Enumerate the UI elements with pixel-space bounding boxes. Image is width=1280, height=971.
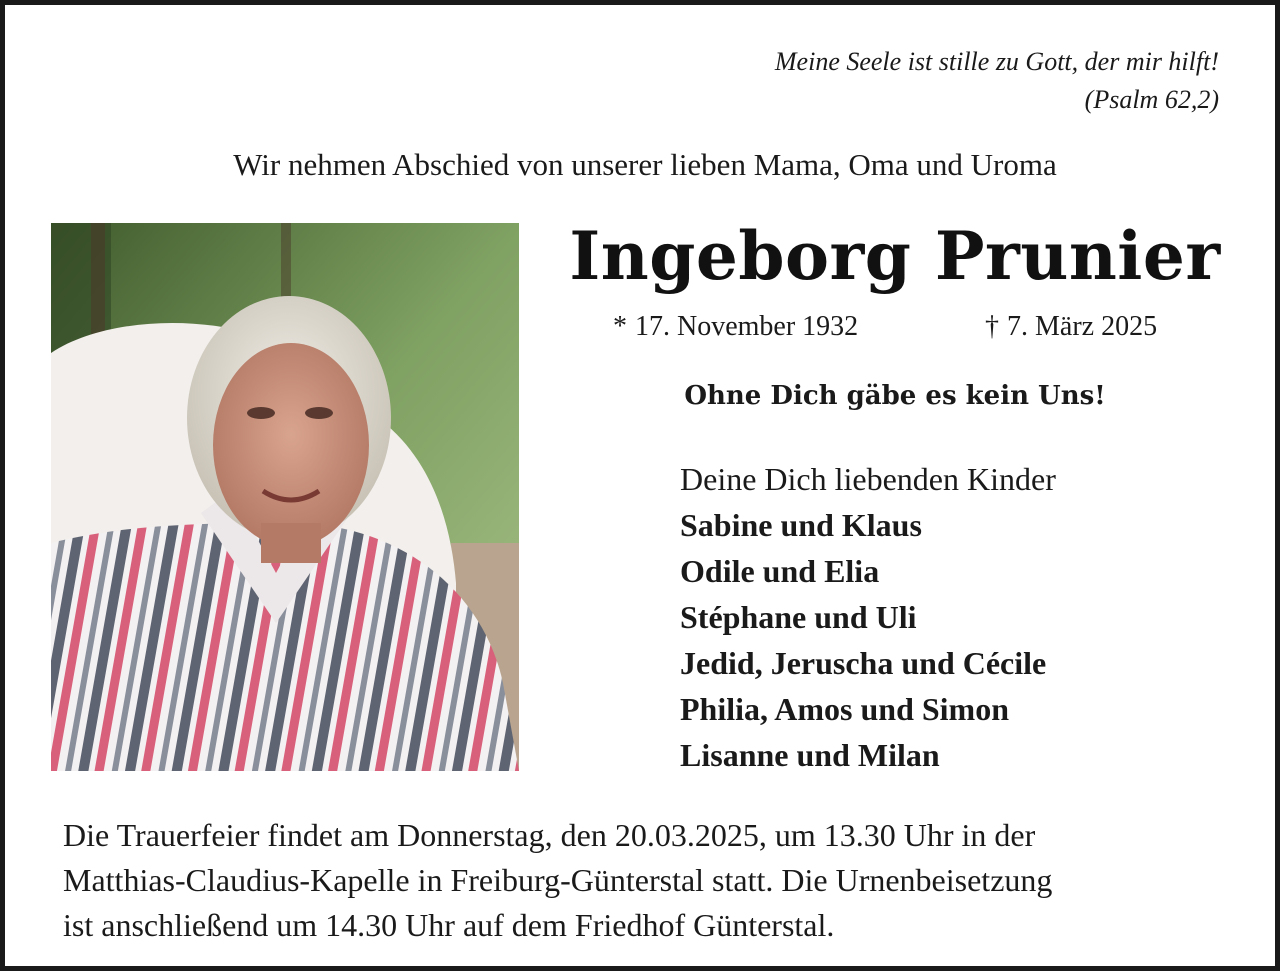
death-date-text: 7. März 2025 — [1007, 311, 1158, 342]
deceased-name: Ingeborg Prunier — [569, 217, 1221, 295]
ceremony-line: Die Trauerfeier findet am Donnerstag, den 20.03.2025, um 13.30 Uhr in der — [63, 817, 1036, 853]
farewell-intro: Wir nehmen Abschied von unserer lieben Mama, Oma und Uroma — [233, 147, 1057, 182]
birth-symbol: * — [613, 311, 627, 342]
family-member: Sabine und Klaus — [680, 507, 922, 543]
family-member: Odile und Elia — [680, 553, 880, 589]
bible-verse — [775, 43, 1219, 119]
family-member: Philia, Amos und Simon — [680, 691, 1009, 727]
family-list — [680, 456, 1056, 778]
birth-date — [613, 308, 858, 346]
motto: Ohne Dich gäbe es kein Uns! — [684, 381, 1106, 411]
family-member: Jedid, Jeruscha und Cécile — [680, 645, 1047, 681]
bible-verse-reference: (Psalm 62,2) — [1084, 85, 1219, 114]
ceremony-line: ist anschließend um 14.30 Uhr auf dem Friedhof Günterstal. — [63, 907, 835, 943]
ceremony-info — [63, 813, 1243, 948]
family-intro: Deine Dich liebenden Kinder — [680, 461, 1056, 497]
cross-icon: † — [985, 311, 999, 342]
ceremony-line: Matthias-Claudius-Kapelle in Freiburg-Günterstal statt. Die Urnenbeisetzung — [63, 862, 1053, 898]
death-date — [985, 308, 1157, 346]
family-member: Lisanne und Milan — [680, 737, 940, 773]
birth-date-text: 17. November 1932 — [635, 311, 859, 342]
family-member: Stéphane und Uli — [680, 599, 917, 635]
portrait-photo — [51, 223, 519, 771]
bible-verse-text: Meine Seele ist stille zu Gott, der mir hilft! — [774, 47, 1219, 76]
